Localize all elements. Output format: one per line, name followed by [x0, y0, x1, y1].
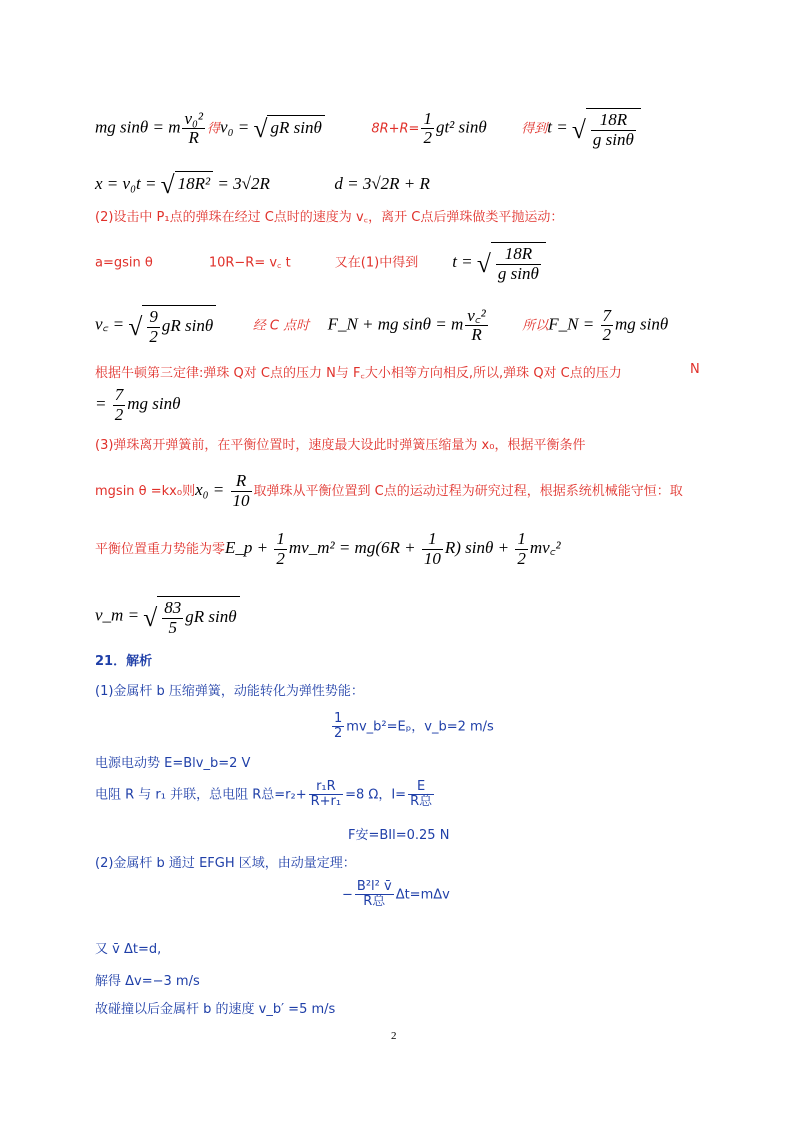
eq-text: mv_m² = mg(6R +	[288, 538, 420, 558]
eq-text: mv꜀²	[529, 538, 561, 558]
fraction	[274, 530, 287, 568]
text-line-17: F安=BIl=0.25 N	[348, 828, 450, 843]
minus-sign: −	[342, 887, 353, 903]
fraction	[601, 307, 614, 345]
text-line-3: (2)设击中 P₁点的弹珠在经过 C点时的速度为 v꜀，离开 C点后弹珠做类平抛运动：	[95, 210, 564, 225]
text-line-15: 电源电动势 E=Blv_b=2 V	[95, 756, 251, 771]
text-line-16	[95, 780, 436, 810]
red-text: 得到	[521, 121, 548, 137]
fraction	[422, 530, 443, 568]
eq-text: mg sinθ	[615, 314, 669, 334]
sqrt: √ gR sinθ	[253, 114, 324, 144]
numerator: 9	[149, 307, 158, 326]
numerator: 18R	[496, 245, 541, 265]
sqrt: √ $\frac{18R}{\text{g sinθ}}$	[572, 108, 641, 149]
sqrt: √ $\frac{83}{5}$ gR sinθ	[143, 596, 239, 637]
eq-text: d = 3√2R + R	[334, 173, 430, 193]
red-text: 得	[207, 121, 221, 137]
page-number: 2	[391, 1030, 397, 1042]
red-text: a=gsin θ	[95, 255, 153, 271]
numerator: 18R	[591, 111, 636, 131]
fraction	[355, 880, 394, 910]
red-text: 根据牛顿第三定律:弹珠 Q对 C点的压力 N与 F꜀大小相等方向相反,所以,弹珠 Q对 C点的压力	[95, 366, 622, 381]
red-text: 8R+R=	[371, 121, 420, 137]
sqrt: √ 18R²	[161, 170, 213, 200]
fraction	[162, 599, 183, 637]
numerator: E	[408, 780, 434, 795]
radicand: gR sinθ	[267, 115, 324, 138]
equation-line-11	[95, 596, 240, 637]
denominator: 2	[334, 726, 343, 742]
eq-text: v₀ =	[220, 117, 254, 137]
denominator: 2	[149, 326, 158, 346]
denominator: R	[471, 325, 482, 345]
eq-text: gt² sinθ	[435, 117, 487, 137]
eq-text: Δt=mΔv	[395, 887, 450, 903]
denominator: R	[188, 128, 199, 148]
eq-text: v_m =	[95, 605, 144, 625]
denominator: 10	[423, 548, 441, 568]
equation-line-7	[95, 386, 180, 424]
equation-line-9	[95, 472, 683, 510]
eq-text: t =	[452, 251, 477, 271]
text-line-6	[95, 362, 622, 381]
fraction	[147, 308, 160, 346]
sqrt: √ $\frac{18R}{\text{g sinθ}}$	[477, 242, 546, 283]
fraction	[515, 530, 528, 568]
red-text: 取弹珠从平衡位置到 C点的运动过程为研究过程，根据系统机械能守恒：取	[253, 484, 683, 500]
equation-line-10	[95, 530, 561, 568]
fraction	[309, 780, 343, 810]
denominator: g sinθ	[592, 129, 634, 149]
fraction	[408, 780, 434, 810]
eq-text: E_p +	[225, 538, 273, 558]
blue-text: =8 Ω，I=	[345, 787, 407, 803]
eq-text: = 3√2R	[213, 173, 270, 193]
text-line-8: (3)弹珠离开弹簧前，在平衡位置时，速度最大设此时弹簧压缩量为 x₀，根据平衡条件	[95, 438, 586, 453]
fraction	[591, 111, 636, 149]
fraction	[113, 386, 126, 424]
text-line-13: (1)金属杆 b 压缩弹簧，动能转化为弹性势能：	[95, 684, 364, 699]
radicand: 18R²	[175, 171, 213, 194]
eq-text: F_N =	[548, 314, 599, 334]
sqrt: √ $\frac{9}{2}$ gR sinθ	[128, 305, 216, 346]
denominator: 2	[114, 404, 124, 424]
equation-line-5	[95, 305, 668, 346]
red-text: mgsin θ =kx₀则	[95, 484, 196, 500]
denominator: 2	[517, 548, 526, 568]
radicand: gR sinθ	[185, 607, 237, 627]
equation-line-1	[95, 108, 641, 149]
numerator: 7	[114, 385, 124, 404]
fraction	[231, 472, 252, 510]
red-text: 经 C 点时	[252, 318, 310, 334]
numerator: B²l² v̄	[356, 879, 392, 894]
numerator: R	[231, 472, 252, 492]
text-line-18: (2)金属杆 b 通过 EFGH 区域，由动量定理：	[95, 856, 356, 871]
equation-line-14	[330, 712, 494, 742]
denominator: 2	[276, 548, 285, 568]
numerator: 83	[164, 598, 182, 617]
fraction	[465, 307, 488, 345]
question-number: 21．	[95, 654, 127, 669]
eq-text: =	[95, 394, 111, 414]
fraction	[182, 110, 205, 148]
eq-text: t =	[547, 117, 572, 137]
fraction	[332, 712, 344, 742]
eq-text: F_N + mg sinθ = m	[327, 314, 464, 334]
denominator: g sinθ	[497, 263, 539, 283]
eq-text: mg sinθ	[127, 394, 181, 414]
equation-line-2	[95, 170, 430, 200]
red-text: N	[690, 362, 700, 377]
numerator: 1	[276, 529, 285, 548]
blue-text: 电阻 R 与 r₁ 并联，总电阻 R总=r₂+	[95, 787, 307, 803]
red-text: 所以	[522, 318, 549, 334]
eq-text: x₀ =	[195, 480, 229, 500]
numerator: v꜀²	[467, 305, 486, 325]
text-line-22: 故碰撞以后金属杆 b 的速度 v_b′ =5 m/s	[95, 1002, 336, 1017]
denominator: R+r₁	[310, 794, 342, 810]
radicand: gR sinθ	[161, 316, 214, 336]
red-text: 又在(1)中得到	[334, 255, 419, 271]
eq-text: R) sinθ +	[444, 538, 514, 558]
text-line-21: 解得 Δv=−3 m/s	[95, 974, 200, 989]
numerator: 1	[423, 108, 432, 128]
numerator: v₀²	[184, 108, 204, 128]
denominator: 5	[168, 617, 178, 637]
section-heading: 解析	[126, 654, 153, 669]
numerator: 1	[517, 529, 526, 548]
denominator: 2	[602, 325, 611, 345]
eq-text: x = v₀t =	[95, 173, 161, 193]
text-line-20: 又 v̄ Δt=d,	[95, 942, 162, 957]
section-21-heading	[95, 650, 152, 669]
denominator: R总	[410, 794, 433, 810]
denominator: 10	[232, 490, 250, 510]
denominator: 2	[423, 128, 432, 148]
eq-text: v꜀ =	[95, 314, 129, 334]
red-text: 平衡位置重力势能为零	[95, 542, 226, 558]
denominator: R总	[363, 894, 386, 910]
eq-text: mg sinθ = m	[95, 117, 181, 137]
fraction	[421, 110, 434, 148]
numerator: 7	[602, 305, 611, 325]
eq-text: mv_b²=Eₚ，v_b=2 m/s	[346, 719, 494, 735]
equation-line-19	[342, 880, 450, 910]
equation-line-4	[95, 242, 546, 283]
numerator: r₁R	[309, 780, 343, 795]
fraction	[496, 245, 541, 283]
red-text: 10R−R= v꜀ t	[208, 255, 291, 271]
numerator: 1	[422, 530, 443, 550]
numerator: 1	[334, 711, 343, 726]
